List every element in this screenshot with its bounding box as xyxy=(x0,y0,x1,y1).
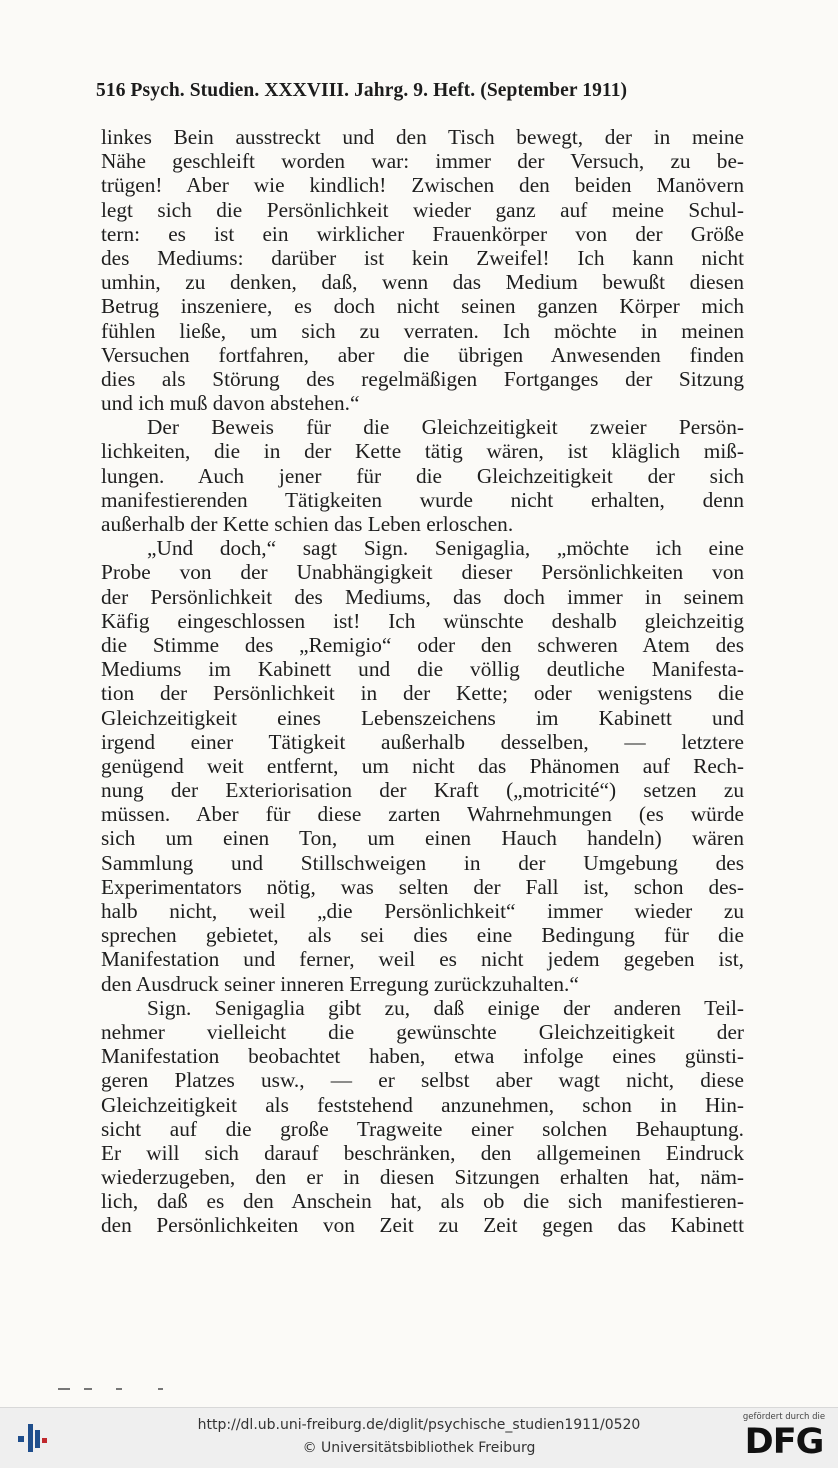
text-line: lich, daß es den Anschein hat, als ob die sich manifestieren- xyxy=(101,1189,744,1214)
text-line: „Und doch,“ sagt Sign. Senigaglia, „möchte ich eine xyxy=(147,536,744,561)
text-line: sprechen gebietet, als sei dies eine Bedingung für die xyxy=(101,923,744,948)
text-line: Sammlung und Stillschweigen in der Umgebung des xyxy=(101,850,744,875)
text-line: Gleichzeitigkeit als feststehend anzunehmen, schon in Hin- xyxy=(101,1092,744,1117)
text-line: geren Platzes usw., — er selbst aber wagt nicht, diese xyxy=(101,1068,744,1093)
dfg-caption: gefördert durch die xyxy=(742,1412,826,1422)
text-line: sicht auf die große Tragweite einer solchen Behauptung. xyxy=(101,1116,744,1141)
text-line: die Stimme des „Remigio“ oder den schweren Atem des xyxy=(101,632,744,657)
text-line: linkes Bein ausstreckt und den Tisch bewegt, der in meine xyxy=(101,125,744,149)
text-line: Versuchen fortfahren, aber die übrigen Anwesenden finden xyxy=(101,342,744,367)
running-head: 516 Psych. Studien. XXXVIII. Jahrg. 9. Heft. (September 1911) xyxy=(96,80,628,101)
text-line: lichkeiten, die in der Kette tätig wären, ist kläglich miß- xyxy=(101,439,744,464)
text-line: Sign. Senigaglia gibt zu, daß einige der anderen Teil- xyxy=(147,995,744,1020)
text-line: Manifestation und ferner, weil es nicht jedem gegeben ist, xyxy=(101,947,744,972)
text-line: Manifestation beobachtet haben, etwa infolge eines günsti- xyxy=(101,1044,744,1069)
text-line: irgend einer Tätigkeit außerhalb desselben, — letztere xyxy=(101,729,744,754)
dfg-wordmark: DFG xyxy=(744,1422,824,1462)
text-line: tion der Persönlichkeit in der Kette; oder wenigstens die xyxy=(101,681,744,706)
footer-copyright: © Universitätsbibliothek Freiburg xyxy=(302,1440,536,1456)
dfg-logo[interactable] xyxy=(738,1412,830,1464)
text-line: Der Beweis für die Gleichzeitigkeit zweier Persön- xyxy=(147,415,744,440)
body-text xyxy=(101,125,744,1238)
text-line: Betrug inszeniere, es doch nicht seinen ganzen Körper mich xyxy=(101,294,744,319)
text-line: Mediums im Kabinett und die völlig deutliche Manifesta- xyxy=(101,657,744,682)
text-line: genügend weit entfernt, um nicht das Phänomen auf Rech- xyxy=(101,753,744,778)
text-line: nung der Exteriorisation der Kraft („motricité“) setzen zu xyxy=(101,778,744,803)
text-line: den Ausdruck seiner inneren Erregung zurückzuhalten.“ xyxy=(101,971,579,996)
text-line: der Persönlichkeit des Mediums, das doch immer in seinem xyxy=(101,584,744,609)
text-line: halb nicht, weil „die Persönlichkeit“ immer wieder zu xyxy=(101,899,744,923)
text-line: Er will sich darauf beschränken, den allgemeinen Eindruck xyxy=(101,1140,744,1165)
text-line: manifestierenden Tätigkeiten wurde nicht erhalten, denn xyxy=(101,487,744,512)
text-line: wiederzugeben, den er in diesen Sitzungen erhalten hat, näm- xyxy=(101,1165,744,1190)
text-line: legt sich die Persönlichkeit wieder ganz auf meine Schul- xyxy=(101,197,744,222)
footer-url-link[interactable]: http://dl.ub.uni-freiburg.de/diglit/psychische_studien1911/0520 xyxy=(197,1417,641,1433)
text-line: umhin, zu denken, daß, wenn das Medium bewußt diesen xyxy=(101,270,744,295)
text-line: und ich muß davon abstehen.“ xyxy=(101,391,360,416)
text-line: Nähe geschleift worden war: immer der Versuch, zu be- xyxy=(101,149,744,174)
text-line: dies als Störung des regelmäßigen Fortganges der Sitzung xyxy=(101,366,744,391)
text-line: außerhalb der Kette schien das Leben erloschen. xyxy=(101,512,514,536)
text-line: Gleichzeitigkeit eines Lebenszeichens im Kabinett und xyxy=(101,705,744,730)
text-line: lungen. Auch jener für die Gleichzeitigkeit der sich xyxy=(101,463,744,488)
text-line: müssen. Aber für diese zarten Wahrnehmungen (es würde xyxy=(101,802,744,827)
text-line: des Mediums: darüber ist kein Zweifel! Ich kann nicht xyxy=(101,245,744,270)
text-line: den Persönlichkeiten von Zeit zu Zeit gegen das Kabinett xyxy=(101,1213,744,1238)
text-line: tern: es ist ein wirklicher Frauenkörper von der Größe xyxy=(101,221,744,246)
text-line: Käfig eingeschlossen ist! Ich wünschte deshalb gleichzeitig xyxy=(101,608,744,633)
footer-bar xyxy=(0,1407,838,1468)
text-line: nehmer vielleicht die gewünschte Gleichzeitigkeit der xyxy=(101,1019,744,1044)
text-line: Probe von der Unabhängigkeit dieser Persönlichkeiten von xyxy=(101,560,744,585)
text-line: Experimentators nötig, was selten der Fall ist, schon des- xyxy=(101,874,744,899)
text-line: fühlen ließe, um sich zu verraten. Ich möchte in meinen xyxy=(101,318,744,343)
text-line: sich um einen Ton, um einen Hauch handeln) wären xyxy=(101,826,744,851)
text-line: trügen! Aber wie kindlich! Zwischen den beiden Manövern xyxy=(101,173,744,198)
print-marks xyxy=(58,1388,178,1391)
